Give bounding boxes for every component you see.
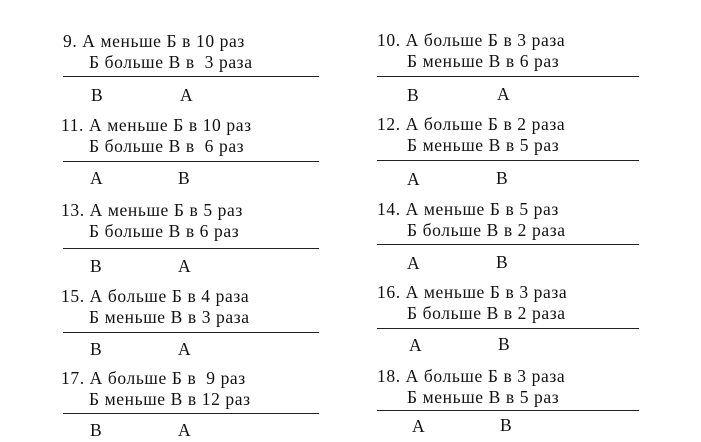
divider-line (63, 413, 319, 414)
divider-line (63, 332, 319, 333)
problem-line-1: 10. А больше Б в 3 раза (377, 30, 566, 50)
answer-label-right: А (180, 85, 193, 105)
divider-line (377, 328, 639, 329)
divider-line (63, 248, 319, 249)
problem-line-2: Б меньше В в 5 раз (407, 135, 560, 155)
problem-line-1: 17. А больше Б в 9 раз (61, 368, 246, 388)
divider-line (63, 161, 319, 162)
answer-label-left: В (91, 85, 103, 105)
problem-line-2: Б больше В в 6 раз (89, 136, 245, 156)
answer-label-left: А (407, 169, 420, 189)
answer-label-right: А (497, 84, 510, 104)
answer-label-right: В (178, 168, 190, 188)
problem-line-2: Б больше В в 6 раз (89, 221, 240, 241)
problem-line-1: 13. А меньше Б в 5 раз (61, 200, 243, 220)
problem-line-1: 14. А меньше Б в 5 раз (377, 199, 559, 219)
answer-label-right: А (178, 339, 191, 359)
answer-label-left: В (90, 256, 102, 276)
answer-label-left: В (407, 85, 419, 105)
problem-line-1: 12. А больше Б в 2 раза (377, 114, 566, 134)
problem-line-1: 9. А меньше Б в 10 раз (63, 31, 245, 51)
answer-label-right: А (178, 420, 191, 440)
answer-label-right: В (496, 168, 508, 188)
answer-label-right: В (500, 415, 512, 435)
answer-label-right: В (496, 252, 508, 272)
answer-label-left: А (90, 168, 103, 188)
problem-line-2: Б больше В в 2 раза (407, 303, 566, 323)
problem-line-2: Б больше В в 2 раза (407, 220, 566, 240)
divider-line (377, 76, 639, 77)
problem-line-2: Б больше В в 3 раза (89, 52, 253, 72)
answer-label-left: В (90, 420, 102, 440)
answer-label-left: А (412, 416, 425, 436)
answer-label-right: В (498, 334, 510, 354)
problem-line-1: 16. А меньше Б в 3 раза (377, 282, 568, 302)
divider-line (377, 410, 639, 411)
problem-line-1: 11. А меньше Б в 10 раз (61, 115, 252, 135)
problem-line-2: Б меньше В в 5 раз (407, 387, 560, 407)
answer-label-left: А (409, 335, 422, 355)
problem-line-2: Б меньше В в 12 раз (89, 389, 251, 409)
answer-label-left: В (90, 339, 102, 359)
divider-line (63, 76, 319, 77)
problem-line-1: 18. А больше Б в 3 раза (377, 366, 566, 386)
answer-label-left: А (407, 253, 420, 273)
problem-line-2: Б меньше В в 6 раз (407, 51, 560, 71)
answer-label-right: А (178, 256, 191, 276)
divider-line (377, 160, 639, 161)
problem-line-1: 15. А больше Б в 4 раза (61, 286, 250, 306)
problem-line-2: Б меньше В в 3 раза (89, 307, 250, 327)
divider-line (377, 244, 639, 245)
